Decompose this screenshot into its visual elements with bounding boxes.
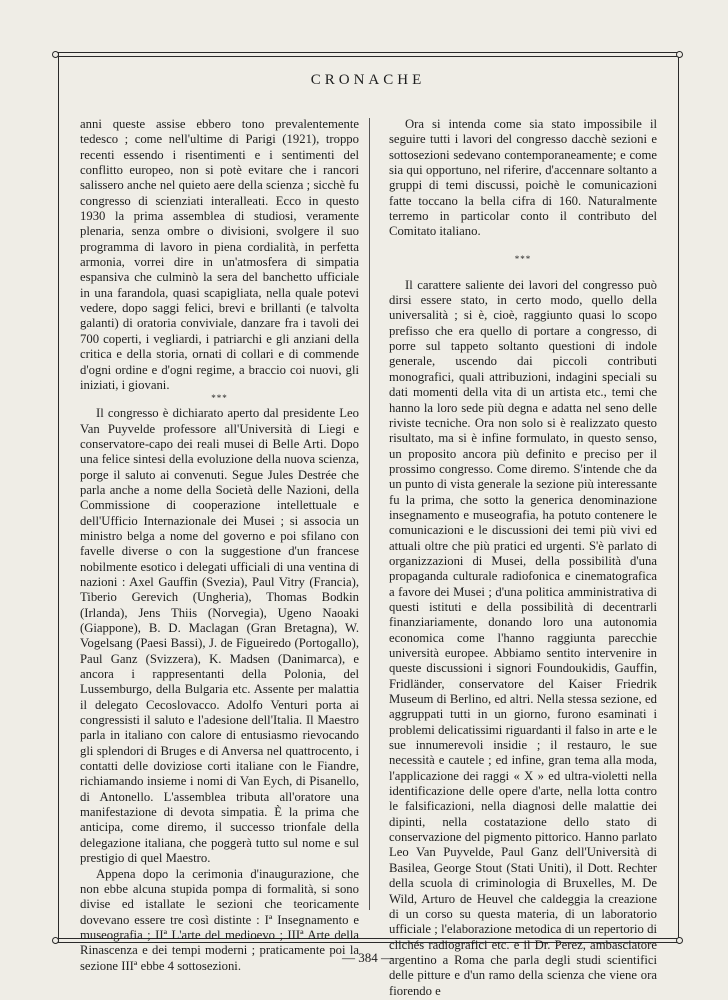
left-paragraph-2: Il congresso è dichiarato aperto dal presidente Leo Van Puyvelde professore all'Università di Liegi e conservatore-capo dei reali musei di Belle Arti. Dopo una felice sintesi della evoluzione della nuova scienza, porge il saluto ai convenuti. Segue Jules Destrée che parla anche a nome della Società delle Nazioni, della Commissione di cooperazione intellettuale e dell'Ufficio Internazionale dei Musei ; si associa un ministro belga a nome del governo e poi sfilano con favelle diverse o con la suggestione d'un francese nobilmente esotico i delegati ufficiali di una ventina di nazioni : Axel Gauffin (Svezia), Paul Vitry (Francia), Tiberio Gerevich (Ungheria), Thomas Bodkin (Irlanda), Jens Thiis (Norvegia), Ugeno Naoaki (Giappone), B. D. Maclagan (Gran Bretagna), W. Vogelsang (Paesi Bassi), J. de Figueiredo (Portogallo), Paul Ganz (Svizzera), K. Madsen (Danimarca), e ancora i rappresentanti della Polonia, del Lussemburgo, della Bulgaria etc. Assente per malattia il delegato Cecoslovacco. Adolfo Venturi porta ai congressisti il saluto e l'adesione dell'Italia. Il Maestro parla in italiano con calore di entusiasmo rievocando gli splendori di Bruges e di Anversa nel quattrocento, i contatti delle doviziose corti italiane con le Fiandre, richiamando insieme i nomi di Van Eych, di Pisanello, di Antonello. L'assemblea tributa all'oratore una manifestazione di devota simpatia. È la prima che anticipa, come diremo, il successo trionfale della delegazione italiana, che poggerà tutto sul nome e sul prestigio di quel Maestro. bbox=[80, 406, 359, 866]
corner-ring-icon bbox=[52, 51, 59, 58]
right-border-rule bbox=[678, 52, 679, 943]
right-column bbox=[389, 117, 657, 999]
corner-ring-icon bbox=[52, 937, 59, 944]
left-paragraph-1: anni queste assise ebbero tono prevalentemente tedesco ; come nell'ultime di Parigi (1921), troppo recenti essendo i risentimenti e i sentimenti del conflitto europeo, non si potè evitare che i rancori salissero anche nel quieto aere della scienza ; sicchè fu congresso di scienziati interalleati. Ecco in questo 1930 la prima assemblea di studiosi, veramente plenaria, senza ombre o divisioni, svolgere il suo programma di lavoro in piena cordialità, in perfetta armonia, vorrei dire in un'atmosfera di simpatia espansiva che culminò la sera del banchetto ufficiale in una farandola, quasi scapigliata, nella quale potevi vedere, dopo saggi felici, brevi e brillanti (e talvolta galanti) di oratoria conviviale, danzare fra i tavoli dei 700 coperti, i vegliardi, i patriarchi e gli anziani della critica e della storia, ornati di collari e di commende d'ogni ordine e d'ogni regime, a braccio coi nuovi, gli iniziati, i giovani. bbox=[80, 117, 359, 392]
right-paragraph-2: Il carattere saliente dei lavori del congresso può dirsi essere stato, in certo modo, quello della universalità ; si è, cioè, raggiunto quasi lo scopo prefisso che era quello di portare a congresso, di porre sul tappeto soltanto questioni di indole generale, uscendo dai piccoli contributi monografici, quali attribuzioni, indagini speciali su dati momenti della vita di un artista etc., temi che hanno la loro sede più degna e adatta nel seno delle riviste tecniche. Ora non solo si è realizzato questo risultato, ma si è infine formulato, in questo senso, un proposito ancora più definito e preciso per il prossimo congresso. Come diremo. S'intende che da un punto di vista generale la sezione più interessante fu la prima, che sotto la generica denominazione insegnamento e museografia, ha potuto contenere le comunicazioni e le discussioni dei temi più vivi ed attuali oltre che più pratici ed urgenti. S'è parlato di organizzazioni di Musei, della possibilità d'una propaganda culturale radiofonica e cinematografica a favore dei Musei ; d'una politica amministrativa di questi istituti e della possibilità di decentrarli finanziariamente, donando loro una autonomia economica come l'hanno raggiunta parecchie università europee. Abbiamo sentito intervenire in queste discussioni i signori Foundoukidis, Gauffin, Fridländer, conservatore del Kaiser Friedrik Museum di Berlino, ed altri. Nella stessa sezione, ed aggruppati tutti in un giorno, furono esaminati i problemi delicatissimi riguardanti il falso in arte e le sue innumerevoli insidie ; il restauro, le sue necessità e cautele ; ed infine, gran tema alla moda, l'applicazione dei raggi « X » ed ultra-violetti nella identificazione delle opere d'arte, nella lotta contro le falsificazioni, nella diagnosi delle malattie dei dipinti, nella costatazione dello stato di conservazione del pigmento pittorico. Hanno parlato Leo Van Puyvelde, Paul Ganz dell'Università di Basilea, George Stout (Stati Uniti), il Dott. Rechter della scuola di criminologia di Bruxelles, M. De Wild, Arturo de Heuvel che caldeggia la creazione di un corso su questa materia, di un laboratorio ufficiale ; l'elaborazione metodica di un repertorio di clichés radiografici etc. e il Dr. Perez, ambasciatore argentino a Roma che parla degli studi scientifici delle pitture e d'un ramo della scienza che viene ora fiorendo e bbox=[389, 277, 657, 998]
section-separator: *** bbox=[211, 393, 228, 404]
column-divider bbox=[369, 118, 370, 910]
top-border-rule-inner bbox=[58, 56, 678, 57]
page-number: — 384 — bbox=[342, 950, 394, 965]
right-paragraph-1: Ora si intenda come sia stato impossibile il seguire tutti i lavori del congresso dacchè sezioni e sottosezioni sedevano contemporaneamente; e come sia qui opportuno, nel riferire, d'accennare soltanto a gruppi di temi discussi, poichè le comunicazioni fatte toccano la bella cifra di 160. Naturalmente terremo in particolar conto il contributo del Comitato italiano. bbox=[389, 117, 657, 239]
corner-ring-icon bbox=[676, 937, 683, 944]
running-head: CRONACHE bbox=[310, 72, 426, 88]
left-border-rule bbox=[58, 52, 59, 943]
corner-ring-icon bbox=[676, 51, 683, 58]
top-border-rule bbox=[58, 52, 678, 53]
section-separator: *** bbox=[514, 253, 532, 264]
left-paragraph-3: Appena dopo la cerimonia d'inaugurazione, che non ebbe alcuna stupida pompa di formalità, si sono divise ed istallate le sezioni che teoricamente dovevano essere tre così distinte : Iª Insegnamento e museografia ; IIª L'arte del medioevo ; IIIª Arte della Rinascenza e dei tempi moderni ; praticamente poi la sezione IIIª ebbe 4 sottosezioni. bbox=[80, 866, 359, 973]
left-column bbox=[80, 117, 359, 974]
